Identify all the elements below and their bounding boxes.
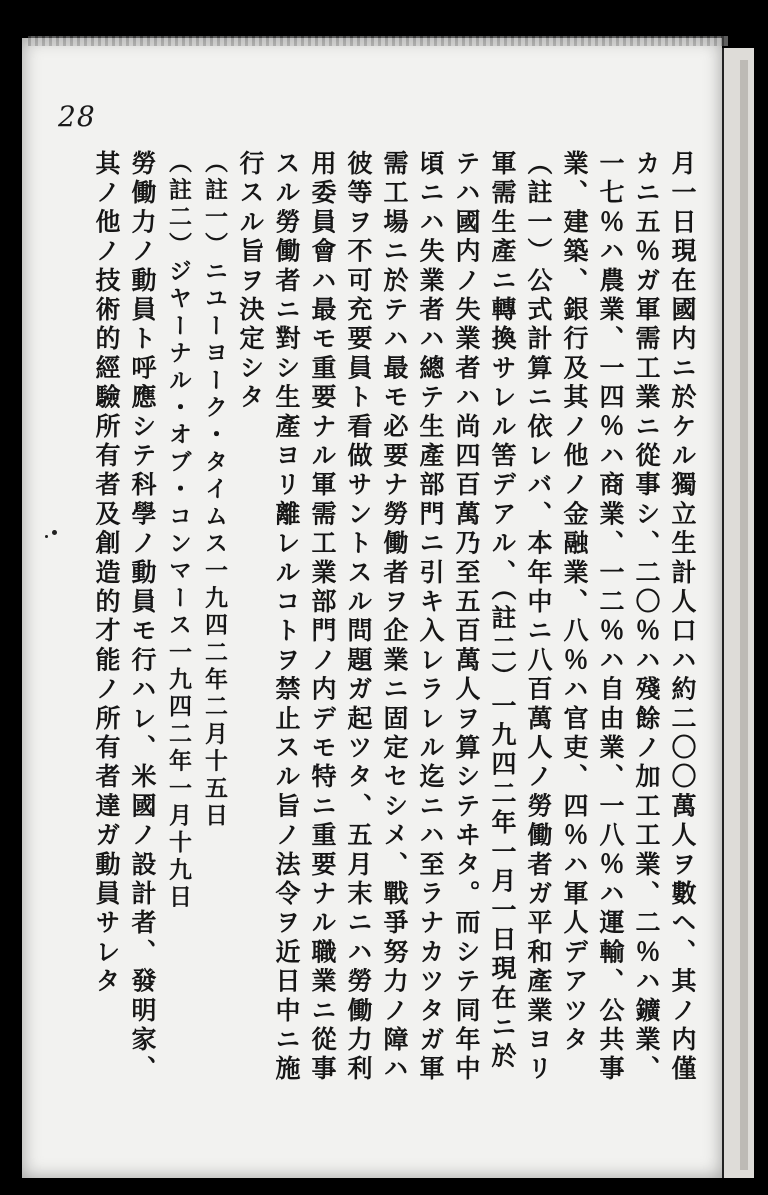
text-column: 一七％ハ農業、一四％ハ商業、一二％ハ自由業、一八％ハ運輸、公共事 (596, 150, 625, 1085)
text-column: 月一日現在國内ニ於ケル獨立生計人口ハ約二〇〇萬人ヲ數ヘ、其ノ内僅 (668, 150, 697, 1085)
text-column: スル勞働者ニ對シ生產ヨリ離レルコトヲ禁止スル旨ノ法令ヲ近日中ニ施 (272, 150, 301, 1085)
footnote-1: （註一）ニユーヨーク・タイムス一九四二年二月十五日 (201, 150, 228, 830)
text-column: 需工場ニ於テハ最モ必要ナ勞働者ヲ企業ニ固定セシメ、戰爭努力ノ障ハ (380, 150, 409, 1085)
text-column: テハ國内ノ失業者ハ尚四百萬乃至五百萬人ヲ算シテヰタ。而シテ同年中 (452, 150, 481, 1085)
text-column: 勞働力ノ動員ト呼應シテ科學ノ動員モ行ハレ、米國ノ設計者、發明家、 (128, 150, 157, 1085)
page-top-edge (28, 36, 728, 46)
text-column: 業、建築、銀行及其ノ他ノ金融業、八％ハ官吏、四％ハ軍人デアツタ (560, 150, 589, 1056)
footnote-2: （註二）ジヤーナル・オブ・コンマース一九四二年一月十九日 (165, 150, 192, 912)
page-number: 28 (58, 100, 96, 133)
book-binding-edge (722, 48, 754, 1178)
book-binding-shadow (740, 60, 748, 1170)
vertical-text-body (84, 150, 700, 1110)
scan-speck (45, 535, 48, 538)
text-column: カニ五％ガ軍需工業ニ從事シ、二〇％ハ殘餘ノ加工工業、二％ハ鑛業、 (632, 150, 661, 1085)
text-column: 用委員會ハ最モ重要ナル軍需工業部門ノ内デモ特ニ重要ナル職業ニ從事 (308, 150, 337, 1085)
text-column: （註一）公式計算ニ依レバ、本年中ニ八百萬人ノ勞働者ガ平和產業ヨリ (524, 150, 553, 1085)
text-column: 彼等ヲ不可充要員ト看做サントスル問題ガ起ツタ、五月末ニハ勞働力利 (344, 150, 373, 1085)
scan-speck (52, 530, 57, 535)
text-column: 頃ニハ失業者ハ總テ生產部門ニ引キ入レラレル迄ニハ至ラナカツタガ軍 (416, 150, 445, 1085)
text-column: 軍需生產ニ轉換サレル筈デアル、（註二）一九四二年一月一日現在ニ於 (488, 150, 517, 1072)
text-column: 行スル旨ヲ決定シタ (236, 150, 265, 413)
text-column: 其ノ他ノ技術的經驗所有者及創造的才能ノ所有者達ガ動員サレタ (92, 150, 121, 997)
